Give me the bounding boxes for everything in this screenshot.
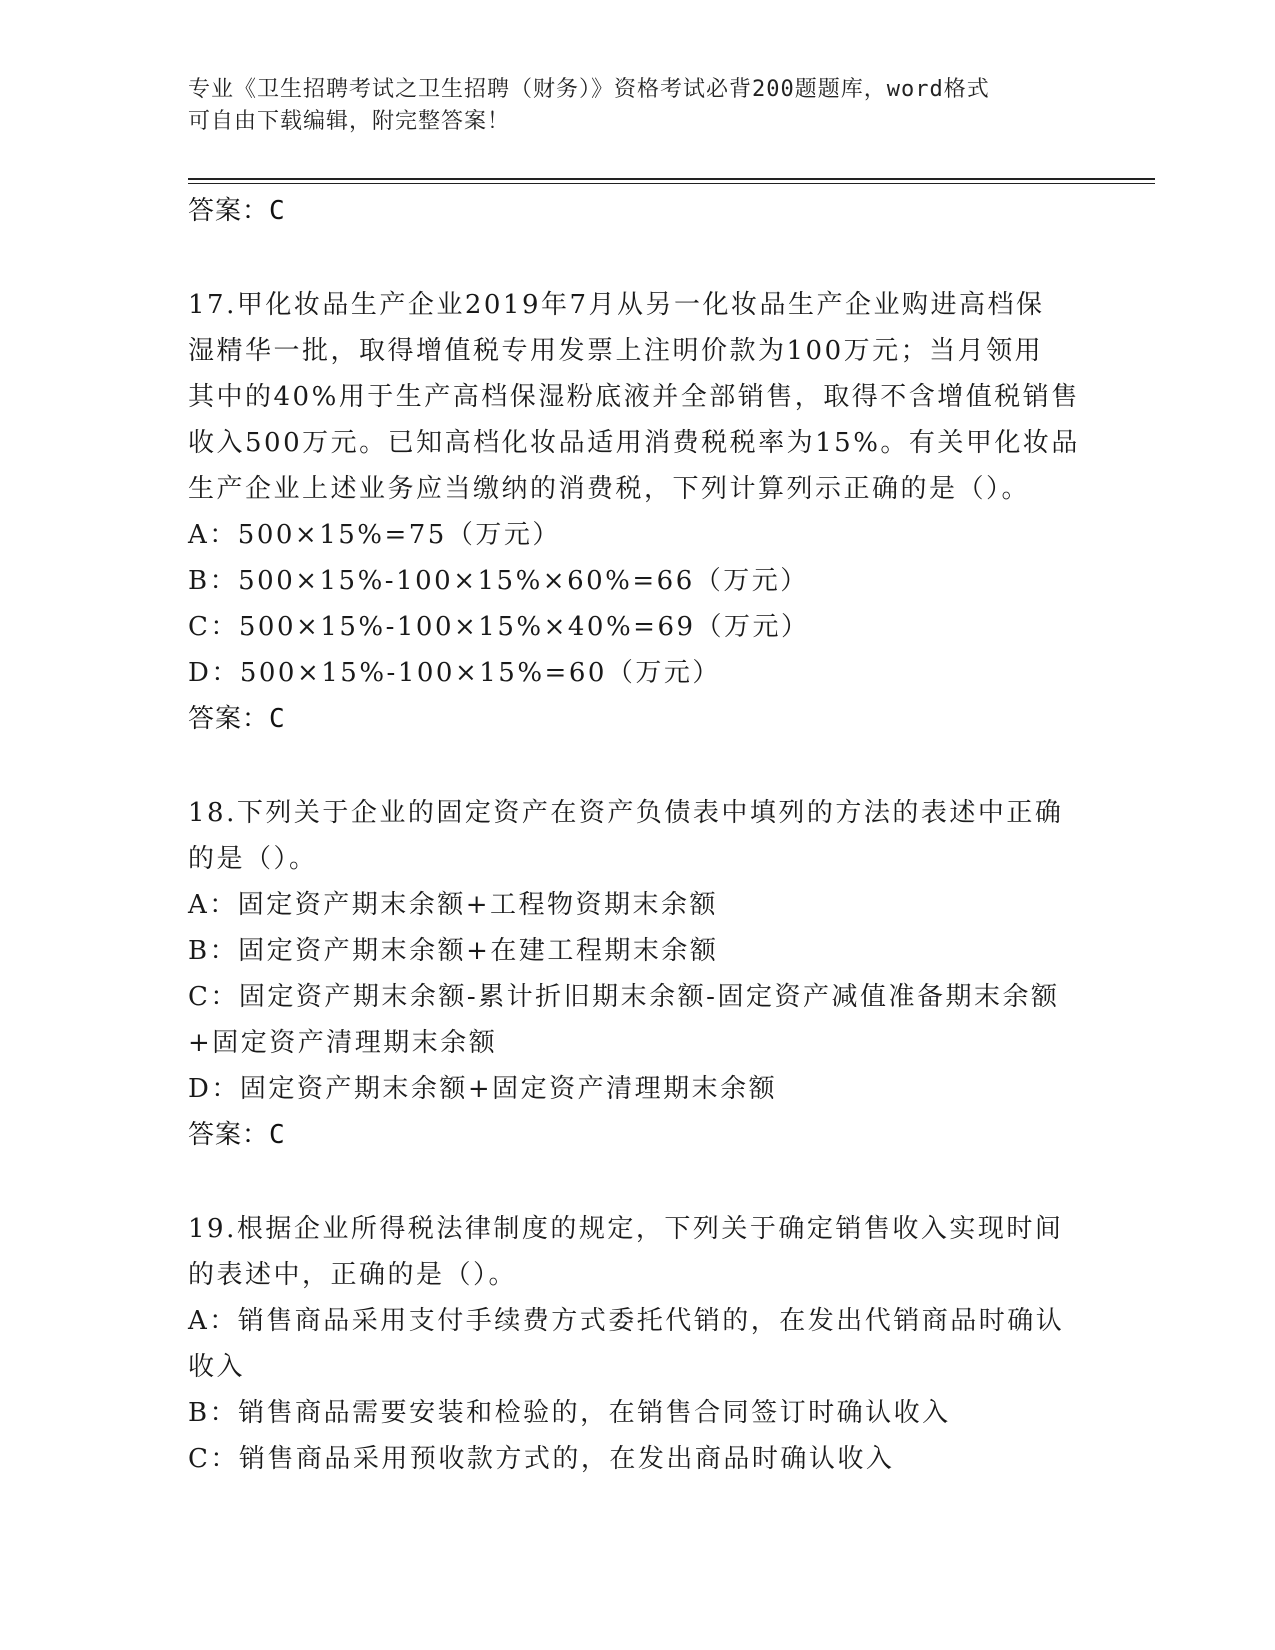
answer-line: 答案：C [188, 196, 286, 226]
question-stem-line: 的表述中，正确的是（）。 [188, 1260, 518, 1290]
spacer [188, 1158, 1088, 1206]
answer-line: 答案：C [188, 1120, 286, 1150]
question-stem-line: 19.根据企业所得税法律制度的规定，下列关于确定销售收入实现时间 [188, 1214, 1064, 1244]
option-d: D：500×15%-100×15%=60（万元） [188, 658, 721, 688]
option-a: A：固定资产期末余额+工程物资期末余额 [188, 890, 719, 920]
question-stem-line: 湿精华一批，取得增值税专用发票上注明价款为100万元；当月领用 [188, 336, 1044, 366]
spacer [188, 234, 1088, 282]
option-b: B：销售商品需要安装和检验的，在销售合同签订时确认收入 [188, 1398, 951, 1428]
question-stem-line: 18.下列关于企业的固定资产在资产负债表中填列的方法的表述中正确 [188, 798, 1064, 828]
question-stem-line: 收入500万元。已知高档化妆品适用消费税税率为15%。有关甲化妆品 [188, 428, 1080, 458]
document-header [188, 74, 1068, 138]
header-line-1: 专业《卫生招聘考试之卫生招聘（财务）》资格考试必背200题题库，word格式 [188, 77, 990, 102]
option-a-continued: 收入 [188, 1352, 246, 1382]
answer-line: 答案：C [188, 704, 286, 734]
question-stem-line: 生产企业上述业务应当缴纳的消费税，下列计算列示正确的是（）。 [188, 474, 1031, 504]
spacer [188, 742, 1088, 790]
option-c: C：500×15%-100×15%×40%=69（万元） [188, 612, 810, 642]
option-c: C：固定资产期末余额-累计折旧期末余额-固定资产减值准备期末余额 [188, 982, 1060, 1012]
question-stem-line: 的是（）。 [188, 844, 318, 874]
header-line-2: 可自由下载编辑，附完整答案！ [188, 109, 511, 134]
question-block-18 [188, 790, 1088, 1158]
header-divider-thick [188, 178, 1155, 180]
header-divider-thin [188, 183, 1155, 184]
option-d: D：固定资产期末余额+固定资产清理期末余额 [188, 1074, 778, 1104]
option-a: A：500×15%=75（万元） [188, 520, 561, 550]
option-a: A：销售商品采用支付手续费方式委托代销的，在发出代销商品时确认 [188, 1306, 1065, 1336]
document-body [188, 188, 1088, 1482]
question-block-19 [188, 1206, 1088, 1482]
option-c-continued: +固定资产清理期末余额 [188, 1028, 498, 1058]
option-b: B：固定资产期末余额+在建工程期末余额 [188, 936, 719, 966]
option-c: C：销售商品采用预收款方式的，在发出商品时确认收入 [188, 1444, 895, 1474]
option-b: B：500×15%-100×15%×60%=66（万元） [188, 566, 809, 596]
question-stem-line: 17.甲化妆品生产企业2019年7月从另一化妆品生产企业购进高档保 [188, 290, 1045, 320]
question-stem-line: 其中的40%用于生产高档保湿粉底液并全部销售，取得不含增值税销售 [188, 382, 1080, 412]
question-block-17 [188, 282, 1088, 742]
